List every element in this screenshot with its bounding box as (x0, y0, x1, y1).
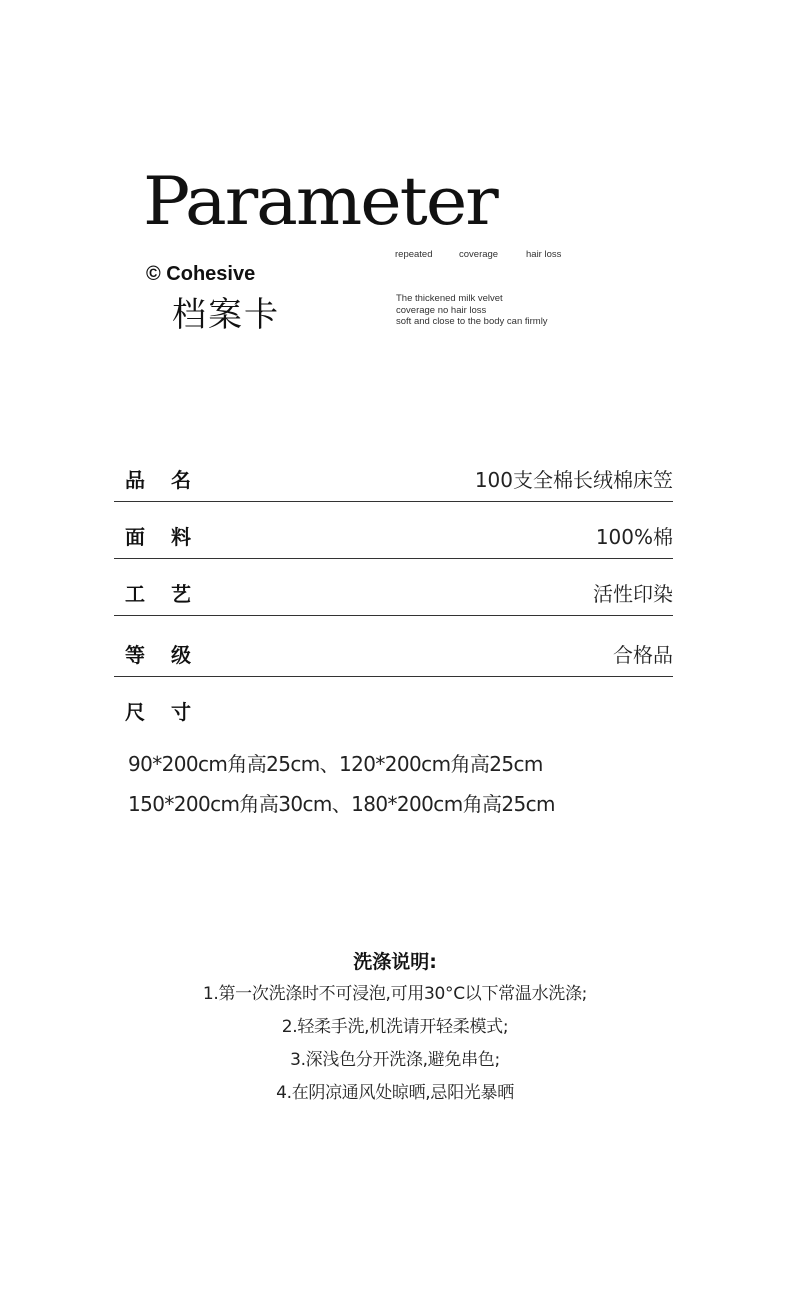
description-line: soft and close to the body can firmly (396, 316, 548, 327)
card-title: 档案卡 (172, 295, 280, 335)
param-row-size (114, 677, 673, 733)
size-list (128, 744, 555, 824)
param-label: 品名 (125, 468, 217, 492)
tag-coverage: coverage (459, 249, 499, 260)
param-row-craft (114, 559, 673, 616)
wash-title: 洗涤说明: (353, 951, 437, 973)
description-line: coverage no hair loss (396, 304, 487, 316)
wash-instruction: 2.轻柔手洗,机洗请开轻柔模式; (281, 1017, 509, 1037)
size-line: 150*200cm角高30cm、180*200cm角高25cm (128, 792, 555, 816)
brand-name: © Cohesive (146, 263, 256, 285)
wash-instruction: 4.在阴凉通风处晾晒,忌阳光暴晒 (276, 1083, 514, 1103)
description-line: The thickened milk velvet (396, 293, 503, 304)
param-label: 面料 (125, 525, 217, 549)
param-label: 尺寸 (125, 700, 217, 724)
param-row-grade (114, 616, 673, 677)
param-row-name (114, 445, 673, 502)
parameter-table (114, 445, 673, 733)
washing-instructions (0, 946, 790, 1110)
size-line: 90*200cm角高25cm、120*200cm角高25cm (128, 752, 543, 776)
header-section (0, 0, 790, 360)
param-label: 工艺 (125, 582, 217, 606)
param-value: 100%棉 (595, 525, 673, 549)
param-value: 合格品 (613, 643, 673, 667)
param-row-fabric (114, 502, 673, 559)
tag-repeated: repeated (395, 249, 433, 260)
param-value: 活性印染 (593, 582, 673, 606)
wash-instruction: 1.第一次洗涤时不可浸泡,可用30°C以下常温水洗涤; (202, 984, 588, 1004)
tag-hair-loss: hair loss (526, 249, 562, 260)
wash-instruction: 3.深浅色分开洗涤,避免串色; (290, 1050, 500, 1070)
parameter-title: Parameter (143, 162, 497, 241)
param-value: 100支全棉长绒棉床笠 (474, 468, 673, 492)
param-label: 等级 (125, 643, 217, 667)
product-description (396, 293, 548, 328)
